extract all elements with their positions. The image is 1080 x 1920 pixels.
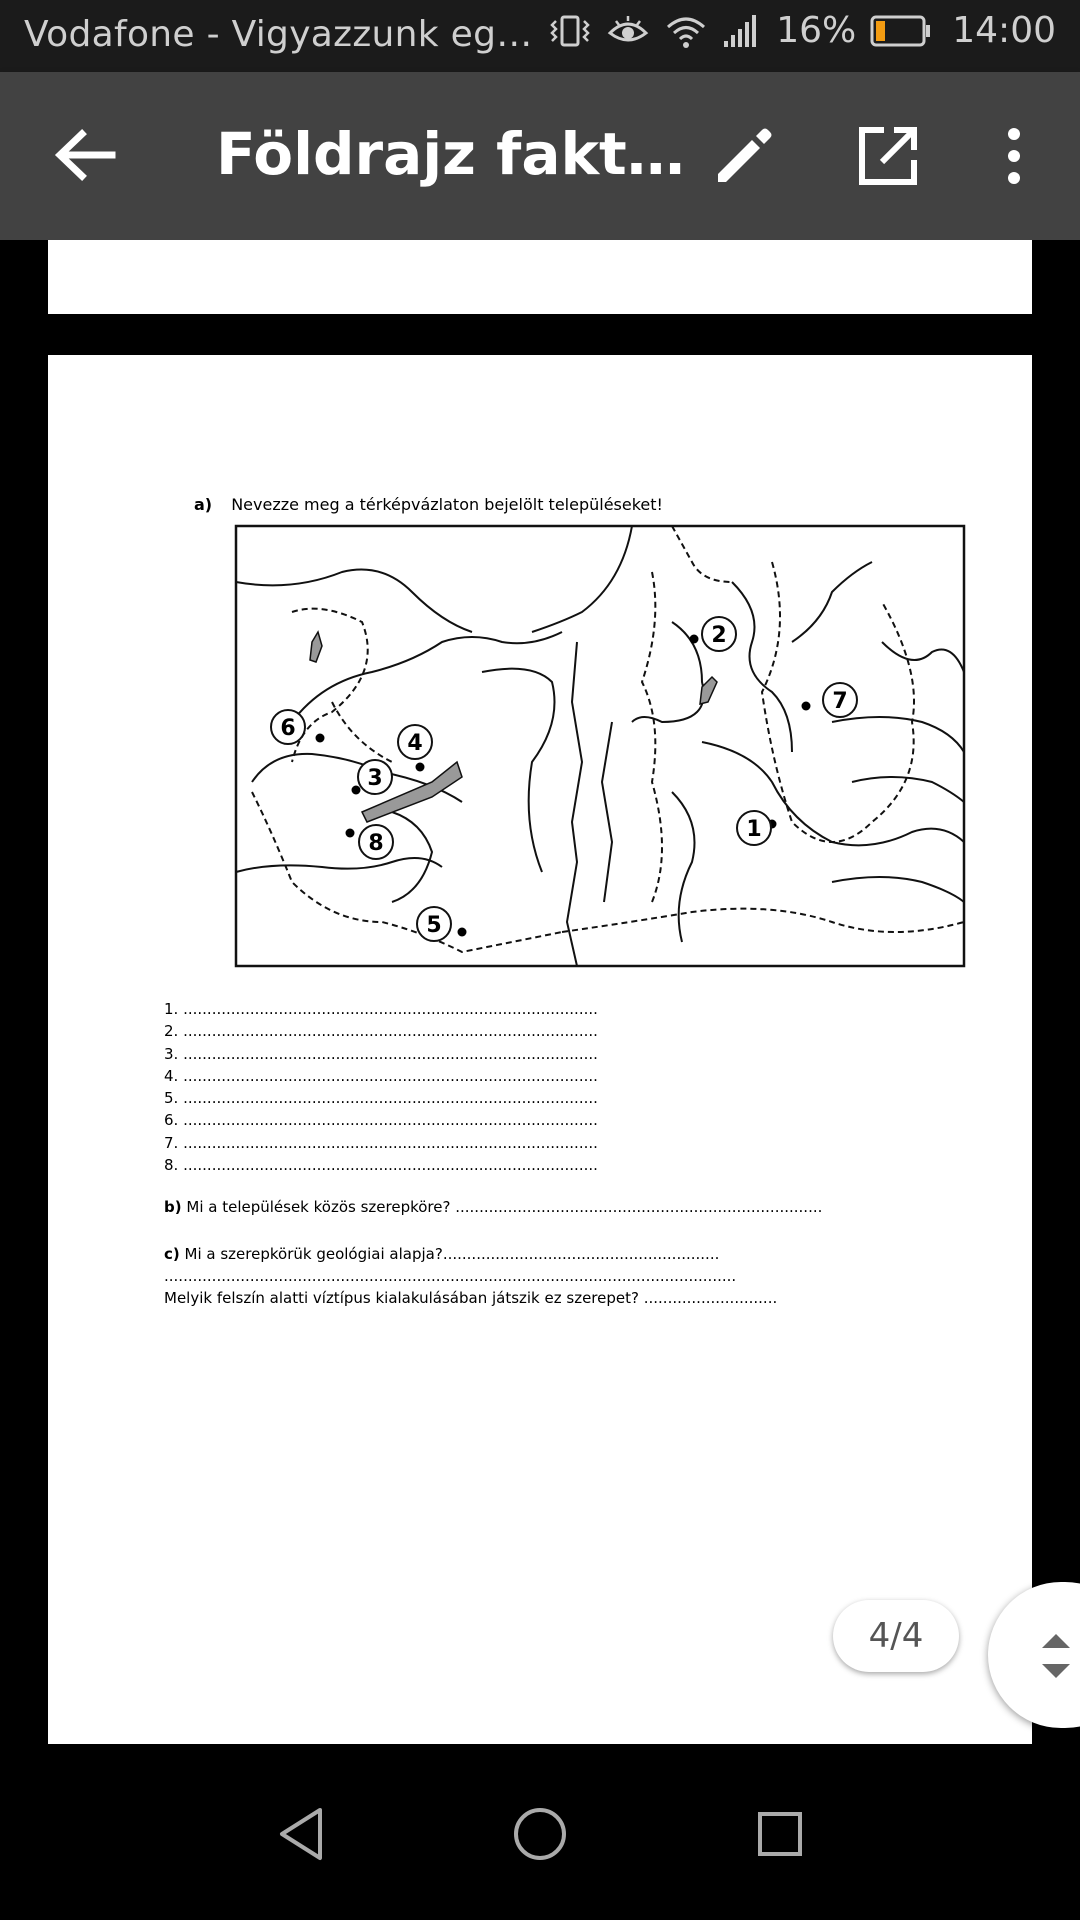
edit-pencil-icon[interactable] [712,124,776,188]
answer-line: 5. ....................................................................................... [164,1089,598,1108]
question-c-label: c) [164,1245,180,1263]
map-label: 6 [280,716,296,741]
document-title: Földrajz fakt… [216,120,685,188]
open-external-icon[interactable] [856,124,920,188]
clock: 14:00 [952,10,1056,51]
map-label: 3 [367,766,383,791]
map-label: 8 [368,831,384,856]
question-c [164,1243,777,1309]
question-b [164,1198,822,1216]
question-b-text: Mi a települések közös szerepköre? ............................................................................. [186,1198,823,1216]
nav-home-icon[interactable] [512,1806,568,1862]
answer-line: 4. ....................................................................................... [164,1066,598,1085]
question-c-text: Mi a szerepkörük geológiai alapja?.......................................................... [184,1245,720,1263]
navigation-bar [0,1776,1080,1920]
answer-lines [164,998,598,1176]
map-label: 5 [426,913,442,938]
nav-back-icon[interactable] [276,1806,326,1862]
answer-line: 6. ....................................................................................... [164,1111,598,1130]
map-label: 2 [711,623,727,648]
answer-line: 3. ....................................................................................... [164,1044,598,1063]
question-a-text: Nevezze meg a térképvázlaton bejelölt településeket! [231,495,663,514]
worksheet [48,355,1032,1744]
map-label: 4 [407,731,423,756]
document-page[interactable] [48,355,1032,1744]
more-vert-icon[interactable] [990,124,1038,188]
battery-icon [870,14,932,48]
vibrate-icon [548,11,592,51]
map-label: 7 [832,689,848,714]
eye-comfort-icon [606,11,650,51]
nav-recent-apps-icon[interactable] [756,1810,804,1858]
signal-icon [722,11,762,51]
sketch-map [232,522,968,972]
scroll-up-down-icon [1036,1626,1076,1686]
status-bar [0,0,1080,72]
answer-line: 2. ....................................................................................... [164,1022,598,1041]
map-label: 1 [746,817,762,842]
battery-percent: 16% [776,10,857,51]
carrier-name: Vodafone - Vigyazzunk eg… [24,14,533,55]
previous-page-fragment [48,240,1032,314]
answer-line: 7. ....................................................................................... [164,1133,598,1152]
app-bar [0,72,1080,240]
question-a [194,495,663,514]
question-c-dotted-line: ........................................................................................................................ [164,1267,737,1285]
question-a-label: a) [194,495,213,514]
page-indicator: 4/4 [833,1600,959,1672]
question-c-followup: Melyik felszín alatti víztípus kialakulásában játszik ez szerepet? ............................ [164,1289,778,1307]
answer-line: 8. ....................................................................................... [164,1156,598,1175]
answer-line: 1. ....................................................................................... [164,1000,598,1018]
status-icons [548,10,1056,51]
back-arrow-icon[interactable] [52,122,118,188]
question-b-label: b) [164,1198,182,1216]
wifi-icon [664,11,708,51]
